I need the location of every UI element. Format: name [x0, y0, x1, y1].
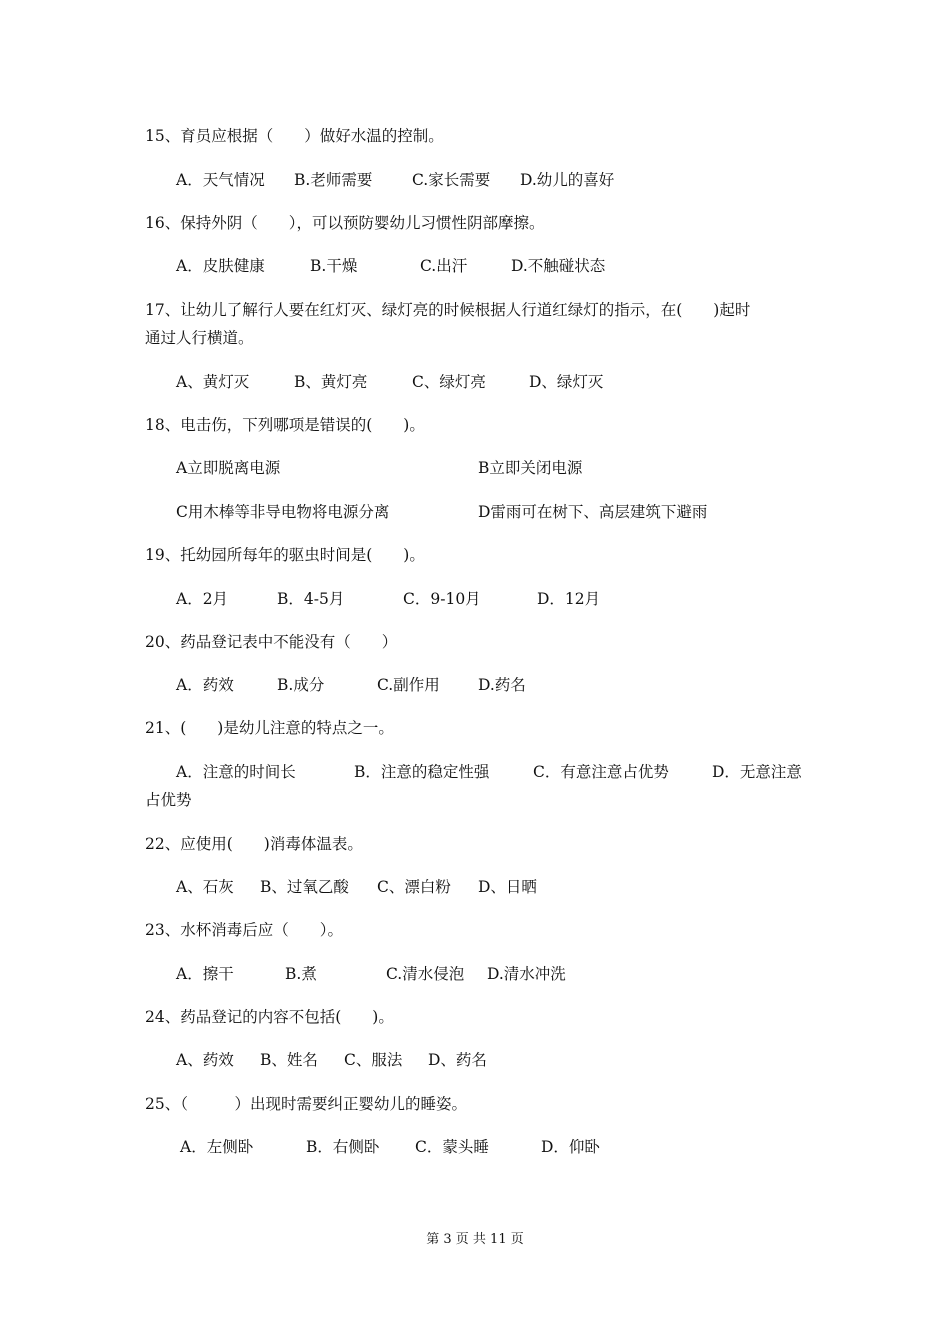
question-23-option-a: A．擦干 — [176, 965, 234, 983]
question-25-option-b: B．右侧卧 — [306, 1138, 380, 1156]
question-19-option-b: B．4-5月 — [277, 590, 345, 608]
question-20-option-b: B.成分 — [277, 676, 325, 694]
question-24-option-c: C、服法 — [344, 1051, 403, 1069]
question-18-stem: 18、电击伤，下列哪项是错误的( )。 — [145, 416, 425, 434]
question-24-option-a: A、药效 — [176, 1051, 234, 1069]
question-22-stem: 22、应使用( )消毒体温表。 — [145, 835, 363, 853]
question-15-option-a: A．天气情况 — [176, 171, 265, 189]
question-19-option-c: C．9-10月 — [403, 590, 481, 608]
question-17-option-c: C、绿灯亮 — [412, 373, 486, 391]
question-24-option-d: D、药名 — [428, 1051, 487, 1069]
page-number-footer: 第 3 页 共 11 页 — [426, 1232, 524, 1247]
question-18-option-c: C用木棒等非导电物将电源分离 — [176, 503, 390, 521]
question-25-stem: 25、（ ）出现时需要纠正婴幼儿的睡姿。 — [145, 1095, 467, 1113]
question-19-option-a: A．2月 — [176, 590, 229, 608]
question-16-option-c: C.出汗 — [420, 257, 468, 275]
question-21-option-c: C．有意注意占优势 — [533, 763, 669, 781]
question-21-option-d: D．无意注意 — [712, 763, 802, 781]
question-22-option-c: C、漂白粉 — [377, 878, 451, 896]
question-25-option-c: C．蒙头睡 — [415, 1138, 489, 1156]
question-23-option-c: C.清水侵泡 — [386, 965, 465, 983]
question-22-option-a: A、石灰 — [176, 878, 234, 896]
question-17-option-a: A、黄灯灭 — [176, 373, 250, 391]
question-15-stem: 15、育员应根据（ ）做好水温的控制。 — [145, 127, 444, 145]
question-18-option-a: A立即脱离电源 — [176, 459, 281, 477]
question-20-option-c: C.副作用 — [377, 676, 440, 694]
question-22-option-b: B、过氧乙酸 — [260, 878, 349, 896]
question-18-option-d: D雷雨可在树下、高层建筑下避雨 — [478, 503, 708, 521]
question-17-option-d: D、绿灯灭 — [529, 373, 604, 391]
question-24-option-b: B、姓名 — [260, 1051, 318, 1069]
question-25-option-d: D．仰卧 — [541, 1138, 600, 1156]
question-23-option-d: D.清水冲洗 — [487, 965, 566, 983]
question-15-option-c: C.家长需要 — [412, 171, 491, 189]
question-17-stem-line2: 通过人行横道。 — [145, 329, 254, 347]
question-15-option-b: B.老师需要 — [294, 171, 373, 189]
question-24-stem: 24、药品登记的内容不包括( )。 — [145, 1008, 394, 1026]
question-20-stem: 20、药品登记表中不能没有（ ） — [145, 633, 398, 651]
question-16-option-a: A．皮肤健康 — [176, 257, 265, 275]
question-25-option-a: A．左侧卧 — [180, 1138, 254, 1156]
question-18-option-b: B立即关闭电源 — [478, 459, 583, 477]
question-21-option-b: B．注意的稳定性强 — [354, 763, 490, 781]
question-17-option-b: B、黄灯亮 — [294, 373, 368, 391]
question-22-option-d: D、日晒 — [478, 878, 537, 896]
question-15-option-d: D.幼儿的喜好 — [520, 171, 615, 189]
question-21-option-a: A．注意的时间长 — [176, 763, 296, 781]
question-16-option-b: B.干燥 — [310, 257, 358, 275]
question-21-option-d-wrap: 占优势 — [145, 791, 192, 809]
question-16-option-d: D.不触碰状态 — [511, 257, 606, 275]
question-21-stem: 21、( )是幼儿注意的特点之一。 — [145, 719, 394, 737]
question-17-stem-line1: 17、让幼儿了解行人要在红灯灭、绿灯亮的时候根据人行道红绿灯的指示，在( )起时 — [145, 301, 751, 319]
question-23-option-b: B.煮 — [285, 965, 317, 983]
question-20-option-d: D.药名 — [478, 676, 526, 694]
question-19-stem: 19、托幼园所每年的驱虫时间是( )。 — [145, 546, 425, 564]
question-16-stem: 16、保持外阴（ ），可以预防婴幼儿习惯性阴部摩擦。 — [145, 214, 545, 232]
question-20-option-a: A．药效 — [176, 676, 234, 694]
question-19-option-d: D．12月 — [537, 590, 601, 608]
question-23-stem: 23、水杯消毒后应（ ）。 — [145, 921, 343, 939]
